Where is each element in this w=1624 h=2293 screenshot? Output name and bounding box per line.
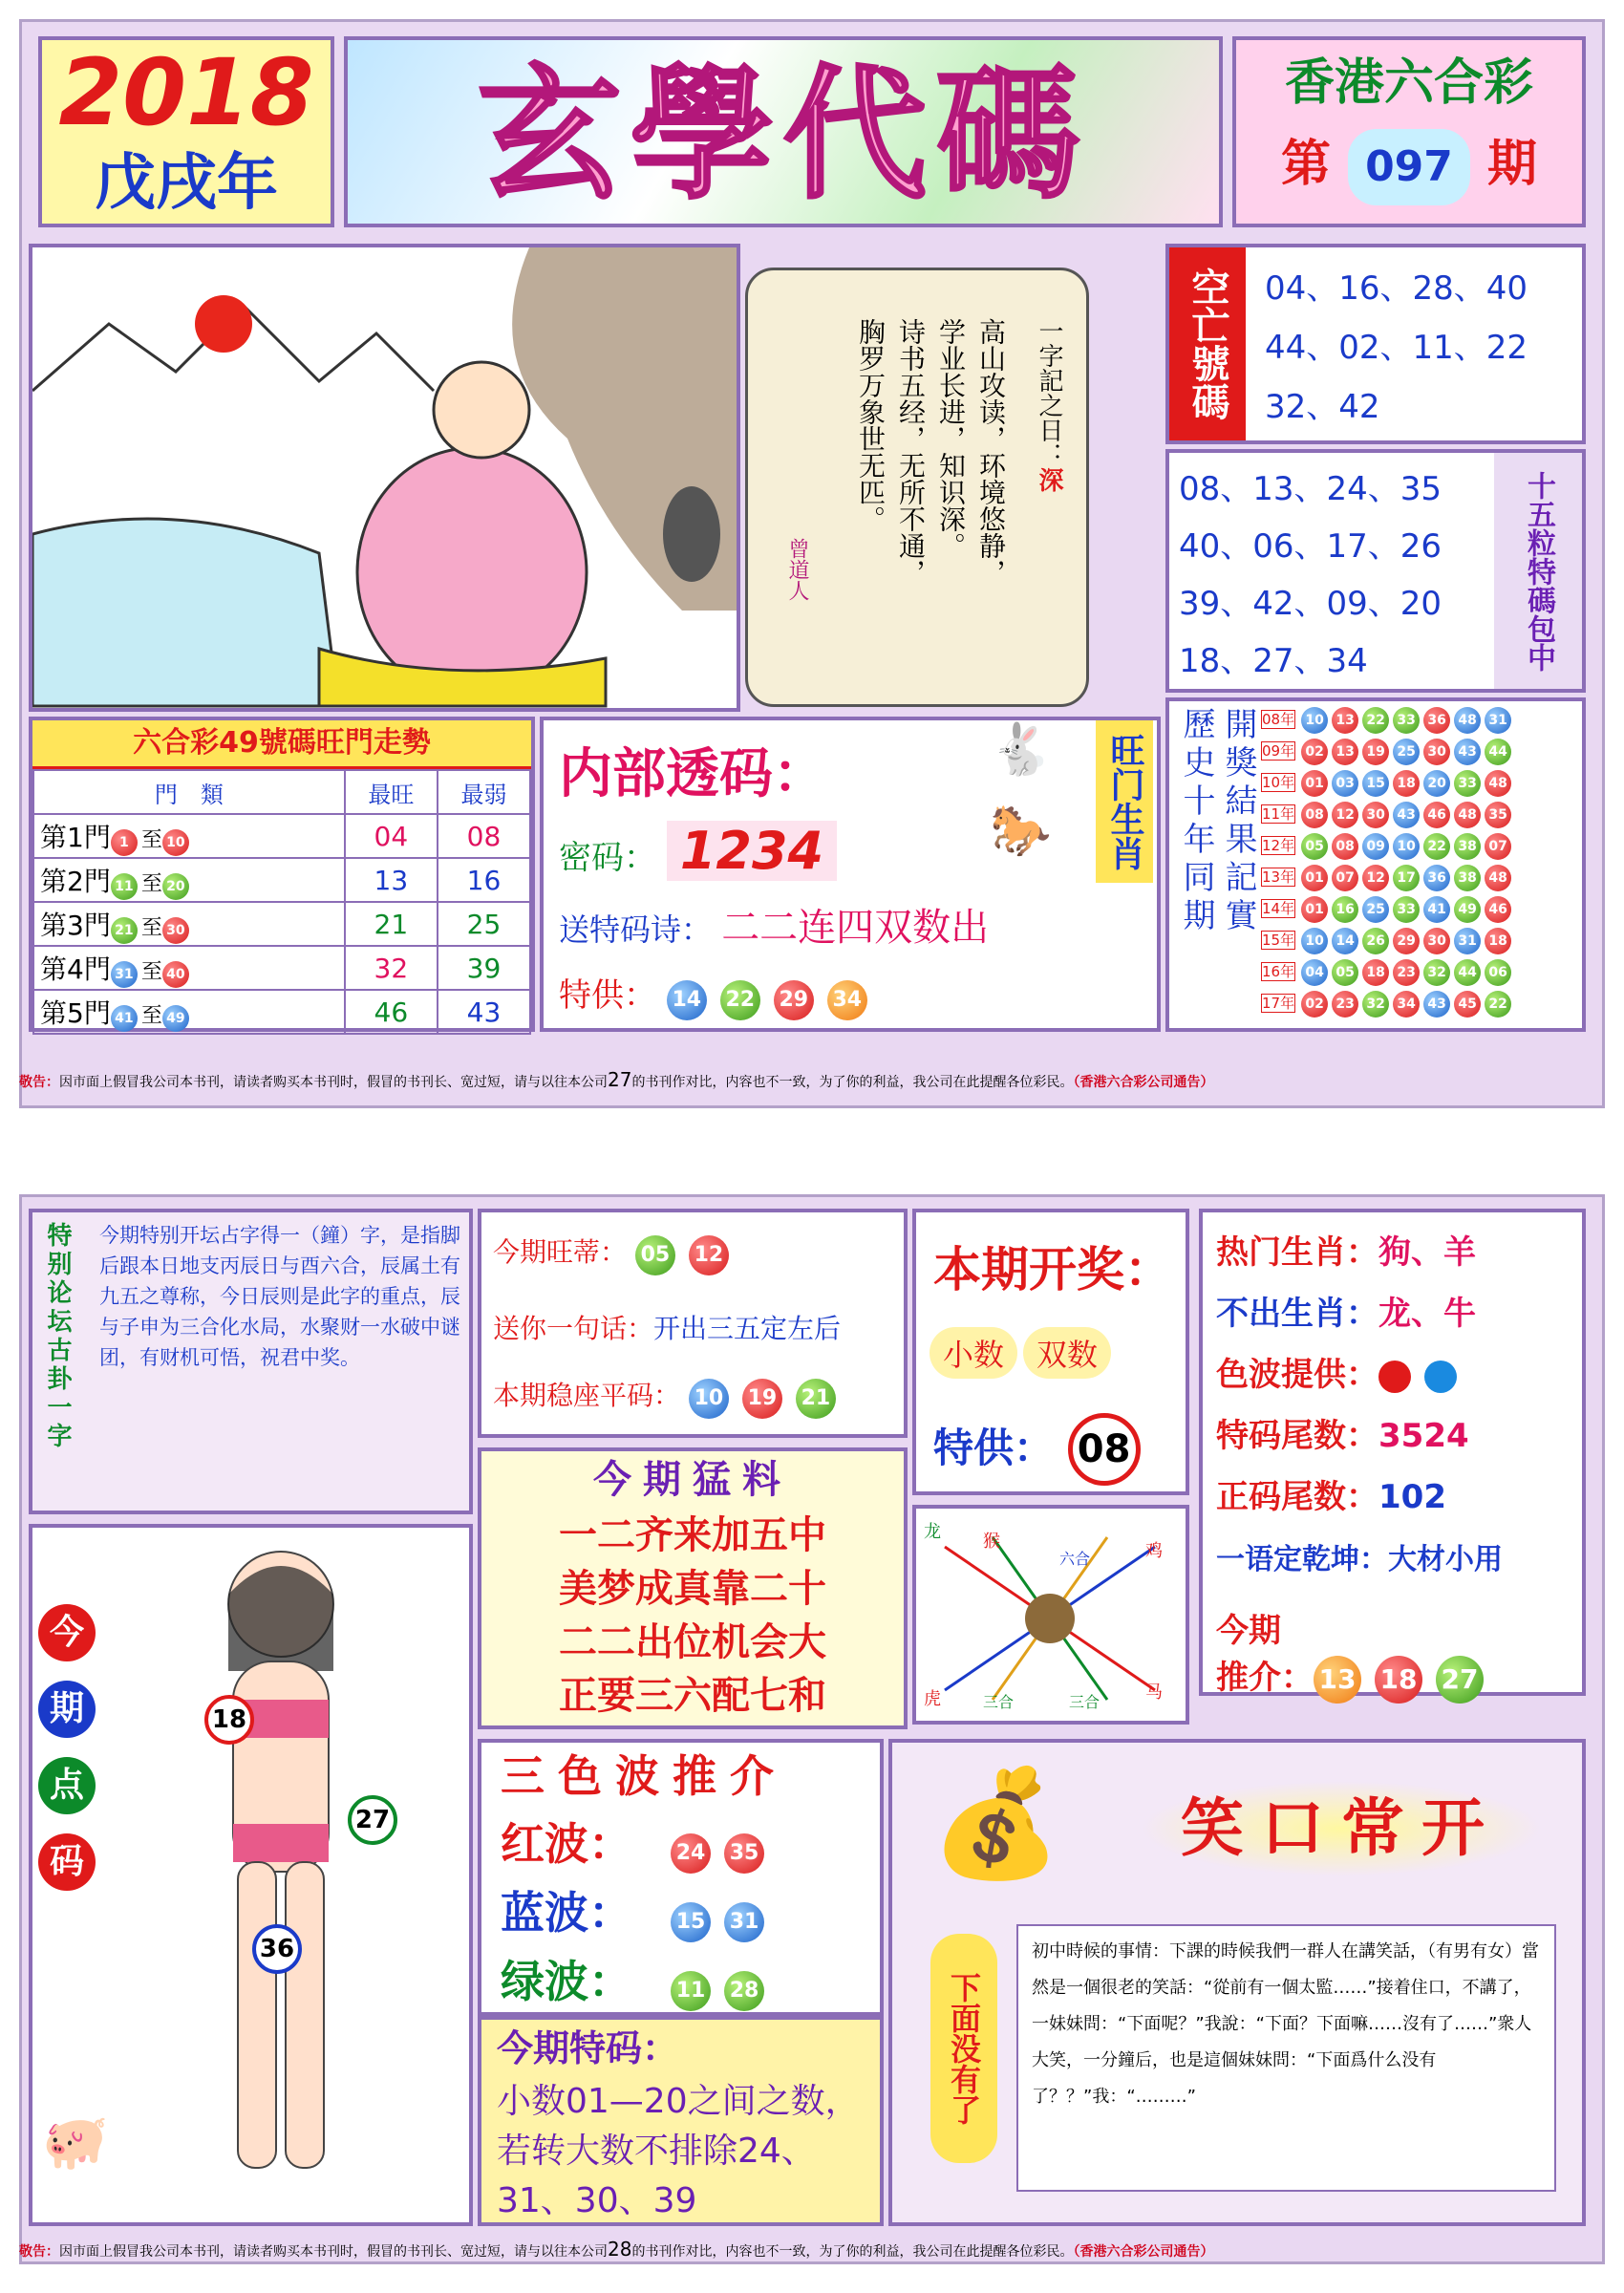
compass-label: 六合 bbox=[1059, 1550, 1091, 1568]
caption-value: 深 bbox=[1035, 467, 1063, 492]
door-from: 31 bbox=[111, 961, 138, 988]
history-year: 08年 bbox=[1262, 711, 1295, 728]
door-name: 第4門 bbox=[40, 953, 111, 985]
history-year: 14年 bbox=[1262, 900, 1295, 917]
recommend-row bbox=[1216, 1651, 1497, 1704]
history-box bbox=[1165, 697, 1586, 1032]
door-worst: 16 bbox=[438, 858, 530, 902]
compass-label: 虎 bbox=[924, 1689, 941, 1709]
door-worst: 39 bbox=[438, 946, 530, 990]
fifteen-line-3: 39、42、09、20 bbox=[1179, 585, 1442, 623]
history-rows bbox=[1261, 707, 1515, 1022]
hot-ball: 12 bbox=[689, 1235, 729, 1275]
sage-drawing bbox=[32, 247, 737, 708]
kong-wang-line-1: 04、16、28、40 bbox=[1265, 269, 1528, 308]
saying-value: 开出三五定左后 bbox=[653, 1313, 842, 1344]
compass-label: 龙 bbox=[924, 1522, 941, 1542]
hot-ball: 05 bbox=[635, 1235, 675, 1275]
compass-box bbox=[912, 1505, 1189, 1725]
history-row: 11年 08 12 30 43 46 48 35 bbox=[1261, 802, 1515, 833]
password-label: 密码： bbox=[559, 839, 656, 877]
special-tail: 特码尾数：3524 bbox=[1216, 1417, 1469, 1455]
kong-wang-title: 空亡號碼 bbox=[1169, 247, 1246, 440]
fierce-title: 今期猛料 bbox=[593, 1458, 792, 1502]
fierce-line: 正要三六配七和 bbox=[559, 1674, 826, 1718]
kong-wang-line-2: 44、02、11、22 bbox=[1265, 329, 1528, 367]
year-box bbox=[38, 36, 334, 227]
open-special-ball: 08 bbox=[1068, 1413, 1141, 1486]
door-to-num: 40 bbox=[162, 961, 189, 988]
fifteen-line-2: 40、06、17、26 bbox=[1179, 527, 1442, 566]
forum-text: 今期特别开坛占字得一（鐘）字，是指脚后跟本日地支丙辰日与酉六合，辰属土有九五之尊称，今日辰则是此字的重点，辰与子申为三合化水局，水聚财一水破中谜团，有财机可悟，祝君中奖。 bbox=[99, 1224, 460, 1369]
pig-icon: 🐖 bbox=[42, 2111, 109, 2174]
door-to-num: 10 bbox=[162, 829, 189, 856]
notice-1-num: 27 bbox=[608, 1068, 632, 1091]
seal: 曾道人 bbox=[785, 538, 809, 601]
history-year: 16年 bbox=[1262, 963, 1295, 980]
door-from: 11 bbox=[111, 873, 138, 900]
history-row: 12年 05 08 09 10 22 38 07 bbox=[1261, 833, 1515, 865]
door-name: 第3門 bbox=[40, 909, 111, 941]
forum-box bbox=[29, 1209, 473, 1514]
notice-1-label: 敬告： bbox=[19, 1075, 59, 1090]
open-tag: 双数 bbox=[1023, 1327, 1111, 1379]
open-title: 本期开奖： bbox=[933, 1242, 1172, 1297]
door-to: 至 bbox=[140, 827, 162, 852]
issue bbox=[1236, 126, 1582, 205]
caption-prefix: 一字記之日： bbox=[1035, 318, 1063, 467]
open-special-label: 特供： bbox=[933, 1425, 1055, 1471]
fifteen-title: 十五粒特碼包中 bbox=[1494, 453, 1582, 689]
flat-label: 本期稳座平码： bbox=[493, 1380, 681, 1411]
wave-ball: 15 bbox=[671, 1902, 711, 1942]
door-worst: 43 bbox=[438, 990, 530, 1034]
notice-2-text-a: 因市面上假冒我公司本书刊，请读者购买本书刊时，假冒的书刊长、宽过短，请与以往本公司 bbox=[59, 2244, 608, 2260]
compass-label: 三合 bbox=[983, 1693, 1015, 1711]
doors-row bbox=[33, 902, 530, 946]
not-zodiac: 不出生肖：龙、牛 bbox=[1216, 1295, 1476, 1333]
waves-box bbox=[478, 1739, 884, 2016]
history-row: 09年 02 13 19 25 30 43 44 bbox=[1261, 739, 1515, 770]
doors-row bbox=[33, 990, 530, 1034]
flat-ball: 19 bbox=[742, 1379, 782, 1419]
fierce-line: 一二齐来加五中 bbox=[559, 1513, 826, 1557]
doors-header-row bbox=[33, 770, 530, 814]
pick-chars bbox=[38, 1604, 96, 1891]
door-worst: 08 bbox=[438, 814, 530, 858]
flat-ball: 21 bbox=[796, 1379, 836, 1419]
inner-special-label: 特供： bbox=[559, 976, 656, 1015]
doors-header-worst: 最弱 bbox=[438, 770, 530, 814]
inner-special-ball: 29 bbox=[774, 980, 814, 1020]
fierce-line: 二二出位机会大 bbox=[559, 1620, 826, 1664]
special-code-box bbox=[478, 2016, 884, 2226]
poem-line-3: 诗书五经，无所不通， bbox=[895, 318, 927, 586]
wave-provide: 色波提供： bbox=[1216, 1344, 1503, 1405]
door-to: 至 bbox=[140, 871, 162, 896]
issue-number: 097 bbox=[1348, 129, 1470, 205]
poem-label: 送特码诗： bbox=[559, 911, 713, 948]
inner-special-ball: 14 bbox=[667, 980, 707, 1020]
zheng-tail: 正码尾数：102 bbox=[1216, 1478, 1446, 1516]
history-year: 17年 bbox=[1262, 995, 1295, 1012]
joke-text: 初中時候的事情：下課的時候我們一群人在講笑話，（有男有女）當然是一個很老的笑話：“從前有一個太監……”接着住口，不講了，一妹妹問：“下面呢？”我說：“下面？下面嘛……沒有了……”衆人大笑，一分鐘后，也是這個妹妹問：“下面爲什么没有了？？”我：“………” bbox=[1016, 1924, 1556, 2192]
open-tag: 小数 bbox=[930, 1327, 1017, 1379]
kong-wang-numbers bbox=[1265, 259, 1528, 437]
wave-row: 红波： 24 35 bbox=[481, 1810, 880, 1878]
pick-ball: 18 bbox=[204, 1695, 254, 1745]
door-best: 13 bbox=[345, 858, 438, 902]
hot-zodiac: 热门生肖：狗、羊 bbox=[1216, 1233, 1476, 1272]
issue-box bbox=[1232, 36, 1586, 227]
model-figure bbox=[128, 1537, 415, 2206]
fifteen-line-1: 08、13、24、35 bbox=[1179, 470, 1442, 508]
flat-ball: 10 bbox=[689, 1379, 729, 1419]
recommend-label-1: 今期 bbox=[1216, 1612, 1281, 1650]
history-year: 15年 bbox=[1262, 932, 1295, 949]
history-title-1: 歷史十年同期 bbox=[1177, 707, 1215, 936]
title-banner bbox=[344, 36, 1223, 227]
history-year: 11年 bbox=[1262, 805, 1295, 823]
pick-char: 今 bbox=[38, 1604, 96, 1661]
history-row: 08年 10 13 22 33 36 48 31 bbox=[1261, 707, 1515, 739]
zodiac-box bbox=[1199, 1209, 1586, 1696]
sage-illustration bbox=[29, 244, 740, 712]
recommend-label-2: 推介： bbox=[1216, 1659, 1314, 1697]
recommend-ball: 27 bbox=[1436, 1656, 1484, 1704]
one-phrase: 一语定乾坤：大材小用 bbox=[1216, 1543, 1503, 1576]
history-row: 14年 01 16 25 33 41 49 46 bbox=[1261, 896, 1515, 928]
doors-box bbox=[29, 717, 535, 1032]
notice-1 bbox=[19, 1068, 1213, 1091]
compass-label: 猴 bbox=[983, 1532, 1000, 1552]
history-row: 10年 01 03 15 18 20 33 48 bbox=[1261, 770, 1515, 802]
history-row: 15年 10 14 26 29 30 31 18 bbox=[1261, 928, 1515, 959]
fierce-box bbox=[478, 1447, 908, 1729]
door-from: 21 bbox=[111, 917, 138, 944]
joke-box bbox=[888, 1739, 1586, 2226]
year: 2018 bbox=[58, 39, 314, 146]
inner-special-ball: 22 bbox=[720, 980, 760, 1020]
poem-row bbox=[559, 897, 989, 952]
doors-header-best: 最旺 bbox=[345, 770, 438, 814]
notice-2-text-b: 的书刊作对比，内容也不一致，为了你的利益，我公司在此提醒各位彩民。 bbox=[631, 2244, 1074, 2260]
wave-ball: 24 bbox=[671, 1833, 711, 1874]
door-worst: 25 bbox=[438, 902, 530, 946]
joke-side: 下面没有了 bbox=[930, 1934, 997, 2163]
recommend bbox=[1216, 1604, 1497, 1704]
special-code-text: 小数01—20之间之数，若转大数不排除24、31、30、39 bbox=[497, 2082, 860, 2220]
door-to-num: 30 bbox=[162, 917, 189, 944]
fifteen-box bbox=[1165, 449, 1586, 693]
poem-line-4: 胸罗万象世无匹。 bbox=[855, 318, 887, 532]
saying-row bbox=[493, 1308, 841, 1346]
recommend-ball: 13 bbox=[1314, 1656, 1361, 1704]
door-to-num: 20 bbox=[162, 873, 189, 900]
notice-1-text-b: 的书刊作对比，内容也不一致，为了你的利益，我公司在此提醒各位彩民。 bbox=[631, 1075, 1074, 1090]
flat-row bbox=[493, 1375, 849, 1419]
wave-ball: 28 bbox=[724, 1971, 764, 2011]
compass-label: 三合 bbox=[1069, 1693, 1100, 1711]
forum-title: 特别论坛古卦一字 bbox=[43, 1222, 72, 1451]
door-best: 04 bbox=[345, 814, 438, 858]
wave-ball: 11 bbox=[671, 1971, 711, 2011]
lottery-name: 香港六合彩 bbox=[1284, 54, 1533, 112]
doors-row bbox=[33, 814, 530, 858]
open-special-row bbox=[933, 1413, 1141, 1486]
door-from: 41 bbox=[111, 1005, 138, 1032]
pick-char: 码 bbox=[38, 1833, 96, 1891]
open-box bbox=[912, 1209, 1189, 1495]
hot-box bbox=[478, 1209, 908, 1438]
notice-2-sign: （香港六合彩公司通告） bbox=[1073, 2244, 1214, 2260]
joke-title: 笑口常开 bbox=[1141, 1781, 1542, 1876]
wave-ball: 35 bbox=[724, 1833, 764, 1874]
poem-value: 二二连四双数出 bbox=[721, 906, 990, 950]
special-code-title: 今期特码： bbox=[497, 2027, 679, 2069]
door-name: 第5門 bbox=[40, 996, 111, 1029]
issue-prefix: 第 bbox=[1280, 136, 1331, 193]
compass-label: 马 bbox=[1145, 1682, 1163, 1703]
blue-wave-dot bbox=[1424, 1361, 1457, 1393]
fifteen-numbers bbox=[1179, 461, 1442, 690]
doors-header-type: 門 類 bbox=[33, 770, 345, 814]
history-year: 10年 bbox=[1262, 774, 1295, 791]
doors-row bbox=[33, 858, 530, 902]
money-bag-icon: 💰 bbox=[930, 1762, 1061, 1884]
horse-icon: 🐎 bbox=[990, 803, 1052, 860]
history-title-2: 開獎結果記實 bbox=[1219, 707, 1257, 936]
wave-row: 蓝波： 15 31 bbox=[481, 1878, 880, 1947]
rabbit-icon: 🐇 bbox=[990, 721, 1052, 779]
recommend-ball: 18 bbox=[1375, 1656, 1422, 1704]
notice-1-sign: （香港六合彩公司通告） bbox=[1073, 1075, 1214, 1090]
door-to-num: 49 bbox=[162, 1005, 189, 1032]
fierce-lines bbox=[481, 1509, 904, 1723]
issue-suffix: 期 bbox=[1487, 136, 1538, 193]
history-year: 12年 bbox=[1262, 837, 1295, 854]
inner-special-row bbox=[559, 969, 881, 1020]
poem-line-1: 高山攻读，环境悠静， bbox=[975, 318, 1007, 586]
inner-code-box bbox=[540, 717, 1161, 1032]
poem-scroll bbox=[745, 268, 1089, 707]
door-name: 第1門 bbox=[40, 821, 111, 853]
fierce-line: 美梦成真靠二十 bbox=[559, 1567, 826, 1611]
door-name: 第2門 bbox=[40, 865, 111, 897]
pick-box bbox=[29, 1524, 473, 2226]
notice-2-label: 敬告： bbox=[19, 2244, 59, 2260]
door-to: 至 bbox=[140, 959, 162, 984]
door-to: 至 bbox=[140, 1003, 162, 1028]
hot-label: 今期旺蒂： bbox=[493, 1236, 628, 1268]
scroll-caption bbox=[1032, 318, 1067, 662]
history-year: 13年 bbox=[1262, 868, 1295, 886]
inner-special-ball: 34 bbox=[827, 980, 867, 1020]
open-tags bbox=[930, 1327, 1111, 1379]
notice-2-num: 28 bbox=[608, 2238, 632, 2261]
notice-2 bbox=[19, 2238, 1213, 2261]
history-row: 13年 01 07 12 17 36 38 48 bbox=[1261, 865, 1515, 896]
history-row: 17年 02 23 32 34 43 45 22 bbox=[1261, 991, 1515, 1022]
door-to: 至 bbox=[140, 915, 162, 940]
doors-table bbox=[32, 769, 531, 1035]
page-title: 玄學代碼 bbox=[477, 53, 1089, 219]
poem-line-2: 学业长进，知识深。 bbox=[935, 318, 967, 559]
door-best: 32 bbox=[345, 946, 438, 990]
wave-ball: 31 bbox=[724, 1902, 764, 1942]
doors-title: 六合彩49號碼旺門走勢 bbox=[32, 720, 531, 769]
pick-ball: 36 bbox=[252, 1924, 302, 1974]
compass-label: 鸡 bbox=[1145, 1541, 1163, 1561]
year-name: 戊戌年 bbox=[95, 148, 278, 219]
wave-row: 绿波： 11 28 bbox=[481, 1947, 880, 2016]
waves-title: 三色波推介 bbox=[501, 1750, 787, 1802]
password-row bbox=[559, 821, 837, 881]
history-row: 16年 04 05 18 23 32 44 06 bbox=[1261, 959, 1515, 991]
hot-row bbox=[493, 1232, 742, 1275]
door-from: 1 bbox=[111, 829, 138, 856]
history-year: 09年 bbox=[1262, 742, 1295, 760]
pick-ball: 27 bbox=[348, 1795, 397, 1845]
doors-row bbox=[33, 946, 530, 990]
door-best: 21 bbox=[345, 902, 438, 946]
zodiac-lines bbox=[1216, 1222, 1503, 1591]
door-best: 46 bbox=[345, 990, 438, 1034]
fifteen-line-4: 18、27、34 bbox=[1179, 642, 1368, 680]
password-value: 1234 bbox=[667, 821, 837, 881]
kong-wang-box bbox=[1165, 244, 1586, 444]
red-wave-dot bbox=[1378, 1361, 1411, 1393]
notice-1-text-a: 因市面上假冒我公司本书刊，请读者购买本书刊时，假冒的书刊长、宽过短，请与以往本公司 bbox=[59, 1075, 608, 1090]
pick-char: 期 bbox=[38, 1681, 96, 1738]
kong-wang-line-3: 32、42 bbox=[1265, 388, 1380, 426]
saying-label: 送你一句话： bbox=[493, 1313, 654, 1344]
inner-title: 内部透码： bbox=[559, 743, 826, 805]
pick-char: 点 bbox=[38, 1757, 96, 1814]
zodiac-label: 旺门生肖 bbox=[1096, 720, 1153, 883]
